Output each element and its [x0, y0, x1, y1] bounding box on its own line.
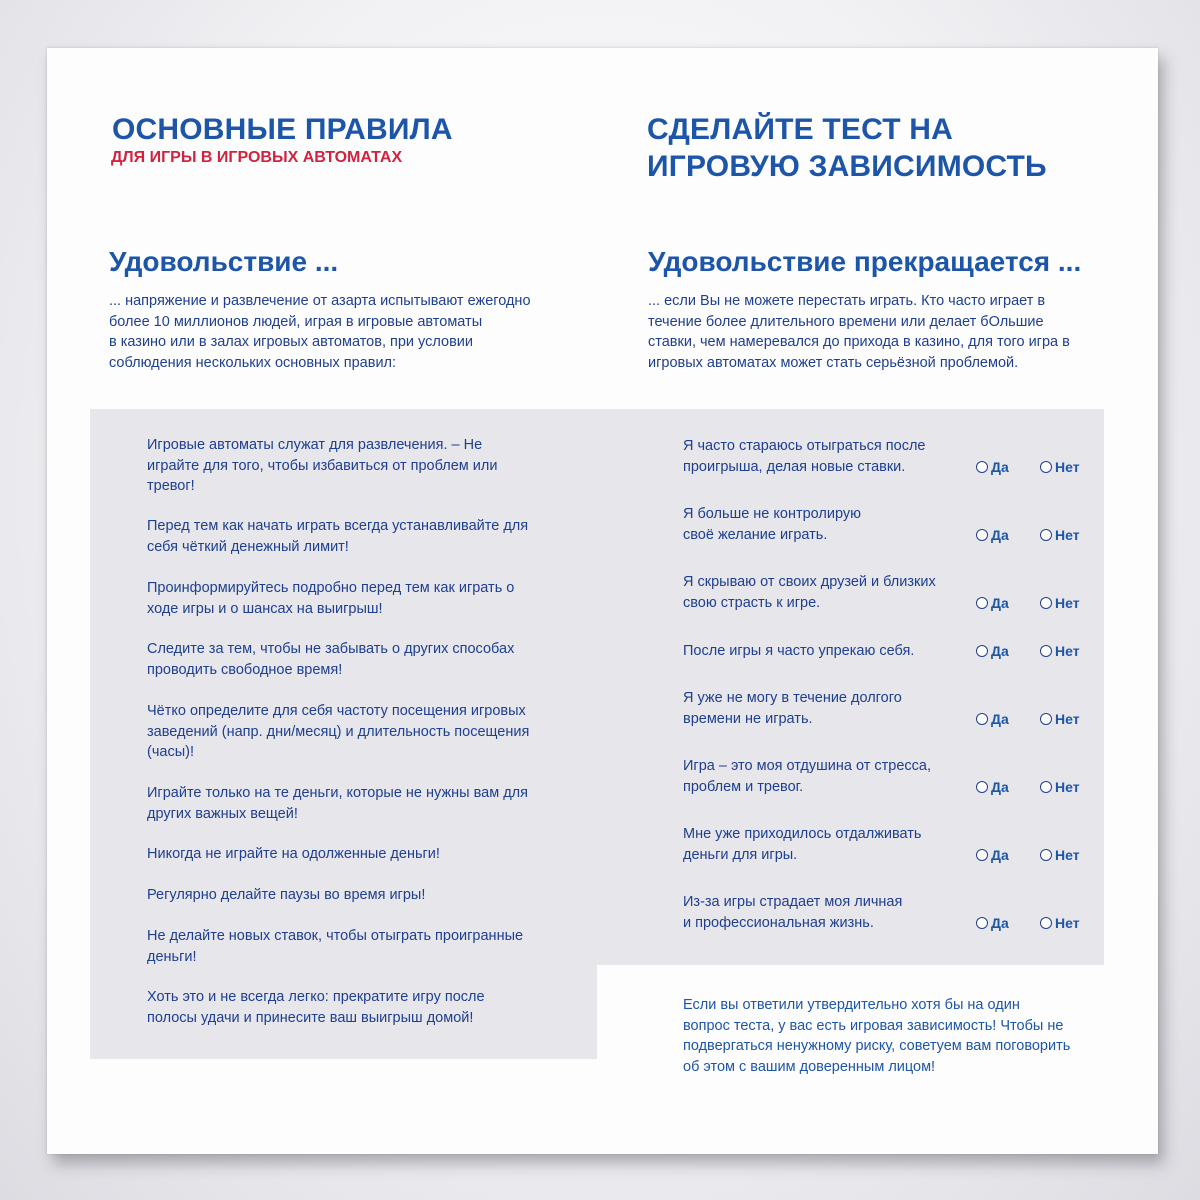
radio-circle-icon — [976, 849, 988, 861]
answer-yes-radio[interactable] — [976, 914, 1009, 932]
question-text: Я больше не контролирую своё желание играть. — [683, 506, 862, 543]
test-intro: ... если Вы не можете перестать играть. Кто часто играет в течение более длительного времени или делает бОльшие ставки, чем намеревался до прихода в казино, для того игра в игровых автоматах может стать серьёзной проблемой. — [648, 293, 1070, 371]
test-question-row — [683, 685, 1103, 729]
answer-yes-radio[interactable] — [976, 710, 1009, 728]
answer-no-radio[interactable] — [1040, 594, 1080, 612]
test-conclusion: Если вы ответили утвердительно хотя бы на один вопрос теста, у вас есть игровая зависимость! Чтобы не подвергаться ненужному риску, советуем вам поговорить об этом с вашим доверенным лицом! — [683, 997, 1071, 1075]
answer-no-label: Нет — [1055, 915, 1080, 931]
question-text: После игры я часто упрекаю себя. — [683, 642, 915, 659]
answer-no-label: Нет — [1055, 643, 1080, 659]
radio-circle-icon — [1040, 597, 1052, 609]
radio-circle-icon — [1040, 849, 1052, 861]
rule-item: Хоть это и не всегда легко: прекратите игру после полосы удачи и принесите ваш выигрыш домой! — [147, 989, 485, 1026]
test-question-row — [683, 569, 1103, 613]
answer-no-label: Нет — [1055, 847, 1080, 863]
rule-item: Не делайте новых ставок, чтобы отыграть проигранные деньги! — [147, 928, 524, 965]
radio-circle-icon — [976, 645, 988, 657]
radio-circle-icon — [1040, 529, 1052, 541]
rules-heading: Удовольствие ... — [109, 246, 339, 277]
rule-item: Никогда не играйте на одолженные деньги! — [147, 846, 440, 862]
answer-no-radio[interactable] — [1040, 642, 1080, 660]
radio-circle-icon — [976, 917, 988, 929]
radio-circle-icon — [1040, 781, 1052, 793]
rules-subtitle: ДЛЯ ИГРЫ В ИГРОВЫХ АВТОМАТАХ — [111, 149, 403, 166]
radio-circle-icon — [976, 781, 988, 793]
answer-yes-label: Да — [991, 643, 1009, 659]
question-text: Из-за игры страдает моя личная и профессиональная жизнь. — [683, 894, 903, 931]
question-text: Я часто стараюсь отыграться после проигрыша, делая новые ставки. — [683, 438, 926, 475]
test-question-row — [683, 617, 1103, 661]
rule-item: Чётко определите для себя частоту посещения игровых заведений (напр. дни/месяц) и длительность посещения (часы)! — [147, 703, 530, 760]
test-question-row — [683, 501, 1103, 545]
answer-yes-radio[interactable] — [976, 458, 1009, 476]
test-title: СДЕЛАЙТЕ ТЕСТ НА ИГРОВУЮ ЗАВИСИМОСТЬ — [647, 113, 1047, 183]
answer-no-label: Нет — [1055, 711, 1080, 727]
radio-circle-icon — [1040, 917, 1052, 929]
test-question-row — [683, 821, 1103, 865]
answer-yes-label: Да — [991, 779, 1009, 795]
radio-circle-icon — [1040, 461, 1052, 473]
test-heading: Удовольствие прекращается ... — [648, 246, 1082, 277]
question-text: Я уже не могу в течение долгого времени не играть. — [683, 690, 902, 727]
answer-yes-label: Да — [991, 459, 1009, 475]
question-text: Игра – это моя отдушина от стресса, проблем и тревог. — [683, 758, 932, 795]
rule-item: Следите за тем, чтобы не забывать о других способах проводить свободное время! — [147, 641, 515, 678]
answer-no-radio[interactable] — [1040, 458, 1080, 476]
answer-no-radio[interactable] — [1040, 914, 1080, 932]
radio-circle-icon — [976, 461, 988, 473]
radio-circle-icon — [976, 597, 988, 609]
answer-no-radio[interactable] — [1040, 778, 1080, 796]
answer-yes-label: Да — [991, 847, 1009, 863]
answer-yes-label: Да — [991, 527, 1009, 543]
answer-yes-label: Да — [991, 711, 1009, 727]
radio-circle-icon — [1040, 645, 1052, 657]
test-question-row — [683, 753, 1103, 797]
answer-yes-radio[interactable] — [976, 778, 1009, 796]
answer-no-radio[interactable] — [1040, 710, 1080, 728]
rule-item: Играйте только на те деньги, которые не нужны вам для других важных вещей! — [147, 785, 528, 822]
answer-yes-radio[interactable] — [976, 642, 1009, 660]
answer-no-label: Нет — [1055, 595, 1080, 611]
rule-item: Игровые автоматы служат для развлечения. – Не играйте для того, чтобы избавиться от проблем или тревог! — [147, 437, 498, 494]
answer-no-label: Нет — [1055, 459, 1080, 475]
rule-item: Перед тем как начать играть всегда устанавливайте для себя чёткий денежный лимит! — [147, 518, 529, 555]
rules-title: ОСНОВНЫЕ ПРАВИЛА — [112, 113, 453, 146]
radio-circle-icon — [976, 529, 988, 541]
radio-circle-icon — [976, 713, 988, 725]
answer-yes-radio[interactable] — [976, 594, 1009, 612]
rule-item: Регулярно делайте паузы во время игры! — [147, 887, 426, 903]
answer-yes-radio[interactable] — [976, 526, 1009, 544]
test-question-row — [683, 433, 1103, 477]
answer-no-label: Нет — [1055, 527, 1080, 543]
answer-yes-radio[interactable] — [976, 846, 1009, 864]
answer-no-radio[interactable] — [1040, 526, 1080, 544]
question-text: Мне уже приходилось отдалживать деньги для игры. — [683, 826, 922, 863]
question-text: Я скрываю от своих друзей и близких свою страсть к игре. — [683, 574, 936, 611]
answer-yes-label: Да — [991, 915, 1009, 931]
test-question-row — [683, 889, 1103, 933]
rules-intro: ... напряжение и развлечение от азарта испытывают ежегодно более 10 миллионов людей, играя в игровые автоматы в казино или в залах игровых автоматов, при условии соблюдения нескольких основных правил: — [109, 293, 531, 371]
answer-yes-label: Да — [991, 595, 1009, 611]
rule-item: Проинформируйтесь подробно перед тем как играть о ходе игры и о шансах на выигрыш! — [147, 580, 515, 617]
answer-no-radio[interactable] — [1040, 846, 1080, 864]
answer-no-label: Нет — [1055, 779, 1080, 795]
radio-circle-icon — [1040, 713, 1052, 725]
